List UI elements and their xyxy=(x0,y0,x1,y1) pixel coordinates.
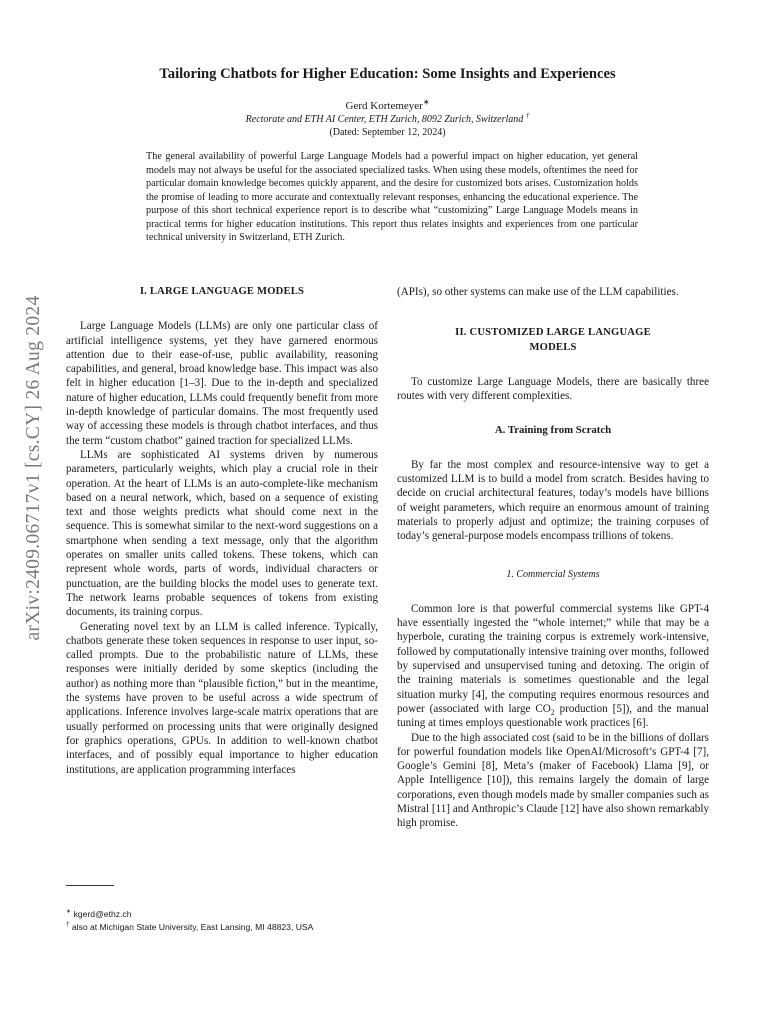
footnote-mark: ∗ xyxy=(66,908,72,916)
paragraph: To customize Large Language Models, there are basically three routes with very different complexities. xyxy=(397,375,709,403)
affiliation-footnote-mark: † xyxy=(525,111,530,120)
right-column xyxy=(397,285,709,831)
section-heading-2-line2: MODELS xyxy=(529,341,577,353)
footnotes xyxy=(66,908,386,934)
paragraph-text: Common lore is that powerful commercial systems like GPT-4 have essentially ingested the “whole internet;” while that may be a hyperbole, curating the training corpus is extremely work-intensive, followed by computationally intensive training over months, followed by supervised and unsupervised tuning and detoxing. The origin of the training materials is sometimes questionable and the legal situation murky [4], the computing requires enormous resources and power (associated with large CO xyxy=(397,602,709,715)
paragraph: Large Language Models (LLMs) are only one particular class of artificial intelligence systems, yet they have garnered enormous attention due to their ease-of-use, public availability, reasoning capabilities, and general, broad knowledge base. This impact was also felt in higher education [1–3]. Due to the in-depth and specialized nature of higher education, LLMs could frequently benefit from more in-depth knowledge of particular domains. The most frequently used way of accessing these models is through chatbot interfaces, and thus the term “custom chatbot” gained traction for specialized LLMs. xyxy=(66,320,378,447)
paper-title: Tailoring Chatbots for Higher Education: Some Insights and Experiences xyxy=(159,66,616,82)
author-footnote-mark: ∗ xyxy=(422,97,430,107)
left-column xyxy=(66,285,378,777)
affiliation-line xyxy=(80,111,695,125)
section-heading-1: I. LARGE LANGUAGE MODELS xyxy=(139,286,305,297)
footnote-text: also at Michigan State University, East Lansing, MI 48823, USA xyxy=(71,922,314,932)
footnote-text: kgerd@ethz.ch xyxy=(73,909,132,919)
abstract: The general availability of powerful Large Language Models had a powerful impact on higher education, yet general models may not always be useful for the associated specialized tasks. When using these models, oftentimes the need for particular domain knowledge becomes quickly apparent, and the desire for customized bots arises. Customization holds the promise of leading to more accurate and contextually relevant responses, enhancing the educational experience. The purpose of this short technical experience report is to describe what “customizing” Large Language Models means in practical terms for higher education institutions. This report thus relates insights and experiences from one particular technical university in Switzerland, ETH Zurich. xyxy=(146,151,638,243)
section-heading-2-line1: II. CUSTOMIZED LARGE LANGUAGE xyxy=(455,327,651,339)
paragraph: Generating novel text by an LLM is called inference. Typically, chatbots generate these token sequences in response to user input, so-called prompts. Due to the probabilistic nature of LLMs, these responses were initially derided by some skeptics (including the author) as nothing more than “plausible fiction,” but in the meantime, the systems have proven to be useful across a wide spectrum of applications. Inference involves large-scale matrix operations that are usually performed on processing units that were originally designed for graphics operations, GPUs. In addition to well-known chatbot interfaces, and of possibly equal importance to higher education institutions, are application programming interfaces xyxy=(66,620,378,776)
author-line xyxy=(80,97,695,112)
subsection-heading: A. Training from Scratch xyxy=(494,424,612,437)
paragraph: By far the most complex and resource-intensive way to get a customized LLM is to build a model from scratch. Besides having to decide on crucial architectural features, today’s models have billions of weight parameters, which require an enormous amount of training materials to properly adjust and optimize; the training corpuses of today’s general-purpose models encompass trillions of tokens. xyxy=(397,458,709,543)
footnote-1 xyxy=(66,908,386,921)
footnote-rule xyxy=(66,885,114,886)
section-heading-2 xyxy=(397,326,709,355)
footnote-2 xyxy=(66,921,386,934)
subscript: 2 xyxy=(550,708,555,718)
paragraph: LLMs are sophisticated AI systems driven by numerous parameters, particularly weights, which play a crucial role in their operation. At the heart of LLMs is an auto-complete-like mechanism based on a neural network, which, based on a sequence of existing text and those weights predicts what should come next in the sequence. This is somewhat similar to the next-word suggestions on a smartphone when sending a text message, only that the algorithm operates on smaller units called tokens. These tokens, which can represent whole words, parts of words, individual characters or punctuation, are the building blocks the model uses to generate text. The network learns probable sequences of tokens from existing documents, its training corpus. xyxy=(66,448,378,619)
paragraph: Due to the high associated cost (said to be in the billions of dollars for powerful foundation models like OpenAI/Microsoft’s GPT-4 [7], Google’s Gemini [8], Meta’s (maker of Facebook) Llama [9], or Apple Intelligence [10]), this remains largely the domain of large corporations, even though models made by smaller companies such as Mistral [11] and Anthropic’s Claude [12] have also shown remarkably high promise. xyxy=(397,731,709,830)
subsubsection-heading: 1. Commercial Systems xyxy=(506,568,600,580)
paragraph-text: production [5]), and the manual tuning at times employs questionable work practices [6]. xyxy=(397,702,709,730)
author-name: Gerd Kortemeyer xyxy=(345,100,423,112)
footnote-mark: † xyxy=(66,921,70,929)
arxiv-stamp xyxy=(20,268,48,668)
dated-line: (Dated: September 12, 2024) xyxy=(329,127,446,138)
paragraph-continued: (APIs), so other systems can make use of the LLM capabilities. xyxy=(397,286,679,298)
arxiv-identifier: arXiv:2409.06717v1 [cs.CY] 26 Aug 2024 xyxy=(23,295,44,641)
affiliation: Rectorate and ETH AI Center, ETH Zurich, 8092 Zurich, Switzerland xyxy=(245,114,524,125)
paragraph xyxy=(397,602,709,731)
